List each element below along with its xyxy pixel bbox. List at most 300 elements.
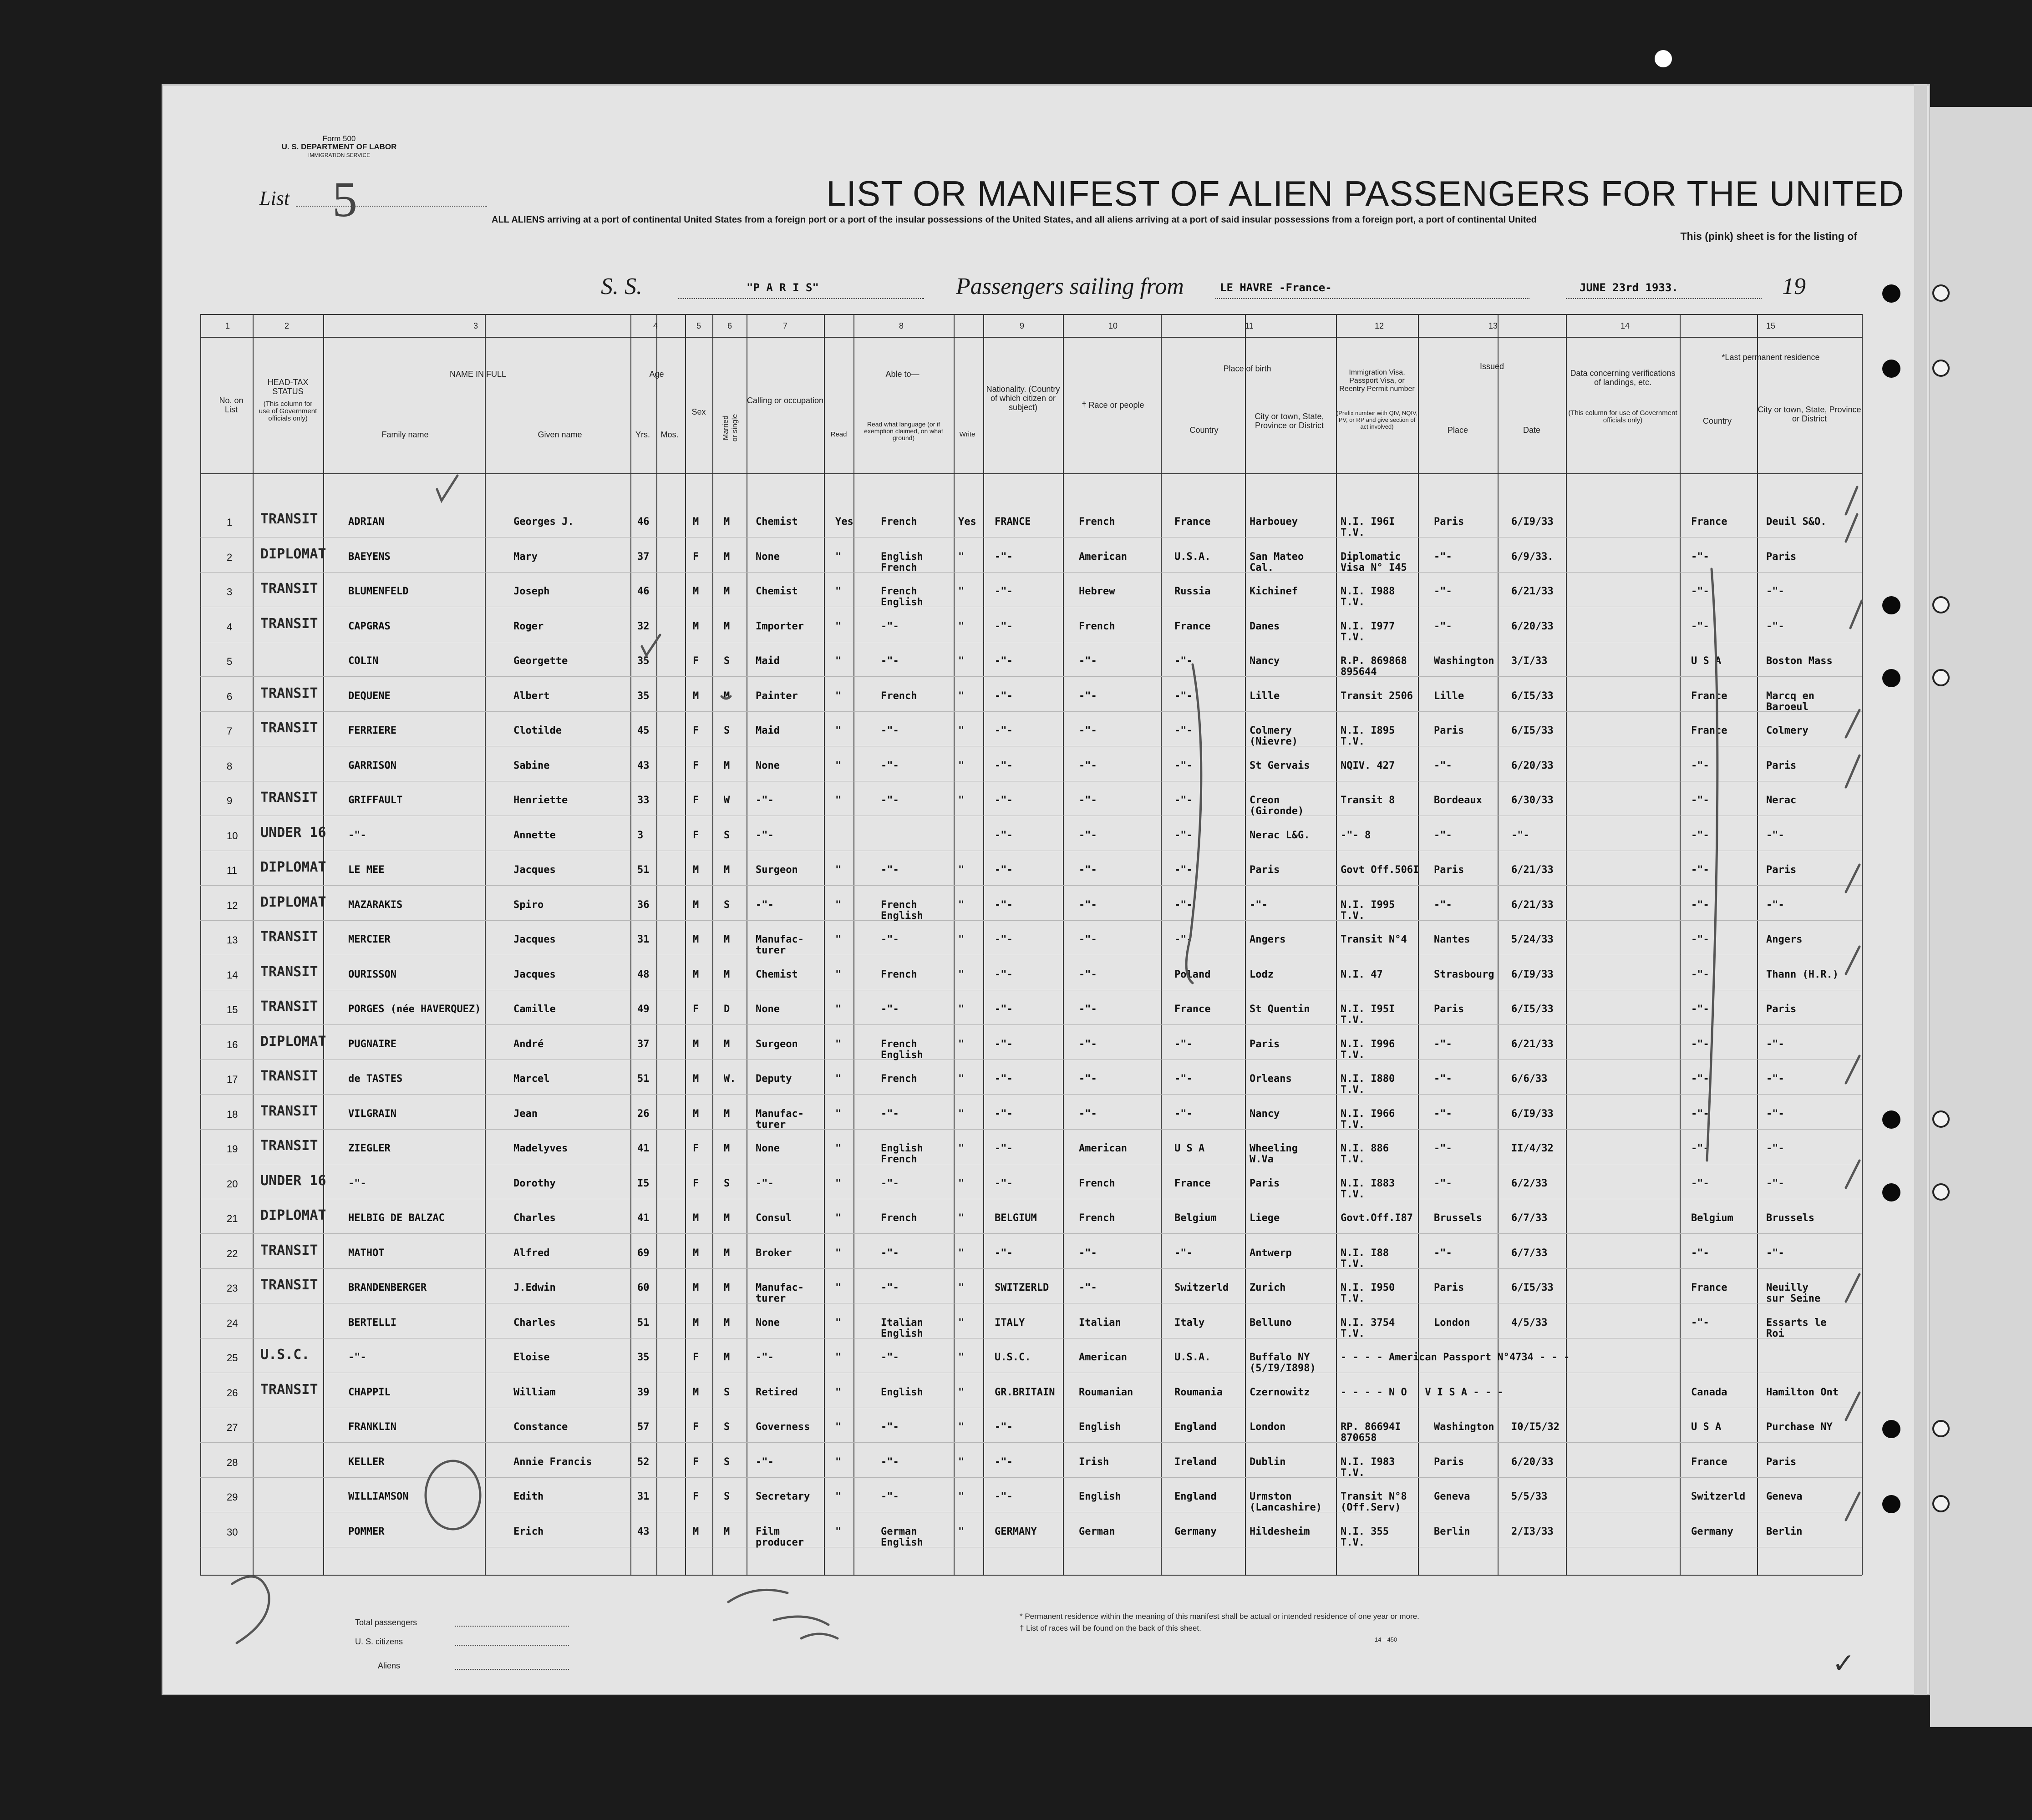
birth-country: England bbox=[1174, 1491, 1217, 1502]
race: -"- bbox=[1079, 760, 1097, 771]
family-name: WILLIAMSON bbox=[348, 1491, 409, 1502]
row-number: 8 bbox=[227, 760, 233, 772]
binder-hole-icon bbox=[1882, 284, 1900, 303]
occupation: Deputy bbox=[756, 1073, 792, 1085]
residence-country: France bbox=[1691, 725, 1727, 736]
sex: F bbox=[693, 1421, 699, 1433]
age-years: 48 bbox=[637, 968, 650, 980]
header-visa-note: (Prefix number with QIV, NQIV, PV, or RP and give section of act involved) bbox=[1336, 410, 1418, 430]
can-write: " bbox=[958, 1177, 965, 1189]
sailing-label: Passengers sailing from bbox=[956, 274, 1184, 299]
marital-status: M bbox=[724, 934, 730, 945]
check-mark-icon: ✓ bbox=[1832, 1648, 1855, 1678]
birth-country: Russia bbox=[1174, 586, 1211, 597]
family-name: DEQUENE bbox=[348, 690, 391, 702]
head-tax-stamp: UNDER 16 bbox=[260, 1172, 326, 1189]
occupation: Maid bbox=[756, 725, 780, 736]
sex: M bbox=[693, 690, 699, 702]
marital-status: M bbox=[724, 1143, 730, 1154]
header-data-concerning: Data concerning verifications of landings, etc. bbox=[1570, 369, 1676, 387]
birth-city: -"- bbox=[1250, 899, 1268, 911]
can-read: " bbox=[835, 1038, 842, 1050]
nationality: -"- bbox=[995, 655, 1013, 667]
read-language: -"- bbox=[881, 620, 899, 632]
issue-date: 5/5/33 bbox=[1511, 1491, 1548, 1502]
visa-number: - - - - N O V I S A - - - bbox=[1341, 1386, 1504, 1398]
issue-place: Paris bbox=[1434, 864, 1464, 876]
age-years: 69 bbox=[637, 1247, 650, 1259]
visa-number: Govt.Off.I87 bbox=[1341, 1212, 1413, 1224]
marital-status: M bbox=[724, 1038, 730, 1050]
row-number: 18 bbox=[227, 1108, 238, 1120]
birth-country: -"- bbox=[1174, 864, 1193, 876]
birth-city: Paris bbox=[1250, 864, 1280, 876]
residence-city: Paris bbox=[1766, 864, 1797, 876]
can-write: " bbox=[958, 1526, 965, 1537]
family-name: OURISSON bbox=[348, 968, 396, 980]
family-name: ZIEGLER bbox=[348, 1143, 391, 1154]
visa-number: N.I. I880 T.V. bbox=[1341, 1073, 1395, 1095]
header-able-to: Able to— bbox=[885, 370, 919, 379]
given-name: Henriette bbox=[513, 795, 568, 806]
binder-hole-icon bbox=[1932, 1110, 1950, 1128]
visa-number: N.I. I96I T.V. bbox=[1341, 516, 1395, 538]
marital-status: S bbox=[724, 1421, 730, 1433]
race: -"- bbox=[1079, 690, 1097, 702]
issue-date: 6/I5/33 bbox=[1511, 1282, 1554, 1293]
column-number: 13 bbox=[1488, 321, 1498, 330]
marital-status: S bbox=[724, 1386, 730, 1398]
issue-date: 6/I9/33 bbox=[1511, 968, 1554, 980]
issue-date: 5/24/33 bbox=[1511, 934, 1554, 945]
visa-number: NQIV. 427 bbox=[1341, 760, 1395, 771]
family-name: MAZARAKIS bbox=[348, 899, 403, 911]
issue-date: 6/7/33 bbox=[1511, 1212, 1548, 1224]
head-tax-stamp: TRANSIT bbox=[260, 1242, 318, 1258]
issue-place: -"- bbox=[1434, 1143, 1452, 1154]
sex: F bbox=[693, 551, 699, 563]
marital-status: M bbox=[724, 620, 730, 632]
given-name: Jacques bbox=[513, 934, 556, 945]
sex: M bbox=[693, 934, 699, 945]
race: German bbox=[1079, 1526, 1115, 1537]
given-name: Madelyves bbox=[513, 1143, 568, 1154]
family-name: COLIN bbox=[348, 655, 379, 667]
can-write: " bbox=[958, 1352, 965, 1363]
visa-number: N.I. I88 T.V. bbox=[1341, 1247, 1389, 1270]
can-write: " bbox=[958, 1143, 965, 1154]
birth-city: Danes bbox=[1250, 620, 1280, 632]
visa-number: - - - - American Passport N°4734 - - - bbox=[1341, 1352, 1570, 1363]
issue-place: Nantes bbox=[1434, 934, 1470, 945]
marital-status: W. bbox=[724, 1073, 736, 1085]
column-number: 7 bbox=[783, 321, 788, 330]
binder-hole-icon bbox=[1932, 1495, 1950, 1512]
sex: M bbox=[693, 899, 699, 911]
birth-country: -"- bbox=[1174, 934, 1193, 945]
read-language: Italian English bbox=[881, 1317, 923, 1339]
residence-country: -"- bbox=[1691, 829, 1709, 841]
family-name: KELLER bbox=[348, 1456, 385, 1468]
marital-status: M bbox=[724, 1247, 730, 1259]
occupation: Maid bbox=[756, 655, 780, 667]
nationality: -"- bbox=[995, 620, 1013, 632]
given-name: Alfred bbox=[513, 1247, 550, 1259]
sex: F bbox=[693, 1004, 699, 1015]
can-read: " bbox=[835, 586, 842, 597]
occupation: Chemist bbox=[756, 516, 798, 527]
column-number: 15 bbox=[1766, 321, 1776, 330]
can-read: " bbox=[835, 864, 842, 876]
age-years: 52 bbox=[637, 1456, 650, 1468]
age-years: 31 bbox=[637, 934, 650, 945]
residence-city: Paris bbox=[1766, 760, 1797, 771]
header-place-of-birth: Place of birth bbox=[1223, 364, 1271, 373]
can-read: " bbox=[835, 551, 842, 563]
issue-date: 6/21/33 bbox=[1511, 1038, 1554, 1050]
ship-name: "P A R I S" bbox=[747, 281, 819, 294]
birth-country: U.S.A. bbox=[1174, 1352, 1211, 1363]
nationality: -"- bbox=[995, 829, 1013, 841]
binder-hole-icon bbox=[1932, 284, 1950, 302]
age-years: 45 bbox=[637, 725, 650, 736]
residence-country: -"- bbox=[1691, 1317, 1709, 1328]
footer-note-residence: * Permanent residence within the meaning of this manifest shall be actual or intended residence of one year or more. bbox=[1020, 1612, 1419, 1621]
sex: F bbox=[693, 760, 699, 771]
given-name: Jacques bbox=[513, 968, 556, 980]
race: Irish bbox=[1079, 1456, 1109, 1468]
issue-place: Berlin bbox=[1434, 1526, 1470, 1537]
nationality: -"- bbox=[995, 1108, 1013, 1120]
age-years: 51 bbox=[637, 1073, 650, 1085]
can-write: " bbox=[958, 760, 965, 771]
head-tax-stamp: UNDER 16 bbox=[260, 824, 326, 841]
issue-place: Paris bbox=[1434, 725, 1464, 736]
sex: F bbox=[693, 829, 699, 841]
birth-country: U S A bbox=[1174, 1143, 1205, 1154]
can-write: " bbox=[958, 1317, 965, 1328]
birth-country: Roumania bbox=[1174, 1386, 1223, 1398]
residence-city: Deuil S&O. bbox=[1766, 516, 1827, 527]
visa-number: Transit N°8 (Off.Serv) bbox=[1341, 1491, 1407, 1513]
occupation: Manufac- turer bbox=[756, 934, 804, 956]
age-years: 26 bbox=[637, 1108, 650, 1120]
read-language: -"- bbox=[881, 934, 899, 945]
residence-city: Paris bbox=[1766, 551, 1797, 563]
birth-city: Lille bbox=[1250, 690, 1280, 702]
birth-country: -"- bbox=[1174, 655, 1193, 667]
row-number: 4 bbox=[227, 621, 233, 633]
race: -"- bbox=[1079, 795, 1097, 806]
can-read: " bbox=[835, 1073, 842, 1085]
read-language: -"- bbox=[881, 1247, 899, 1259]
residence-country: -"- bbox=[1691, 934, 1709, 945]
column-number: 1 bbox=[225, 321, 230, 330]
head-tax-stamp: TRANSIT bbox=[260, 1277, 318, 1293]
occupation: Surgeon bbox=[756, 1038, 798, 1050]
header-read: Read bbox=[830, 431, 847, 438]
nationality: -"- bbox=[995, 1177, 1013, 1189]
header-given-name: Given name bbox=[538, 430, 582, 439]
sex: M bbox=[693, 1386, 699, 1398]
residence-city: Paris bbox=[1766, 1004, 1797, 1015]
form-number-label: Form 500 bbox=[322, 134, 356, 143]
can-write: " bbox=[958, 968, 965, 980]
can-read: " bbox=[835, 968, 842, 980]
head-tax-stamp: DIPLOMAT bbox=[260, 1207, 326, 1223]
birth-city: Angers bbox=[1250, 934, 1286, 945]
nationality: -"- bbox=[995, 795, 1013, 806]
visa-number: R.P. 869868 895644 bbox=[1341, 655, 1407, 678]
issue-place: -"- bbox=[1434, 1038, 1452, 1050]
race: English bbox=[1079, 1421, 1121, 1433]
birth-country: Germany bbox=[1174, 1526, 1217, 1537]
occupation: Manufac- turer bbox=[756, 1282, 804, 1304]
binder-hole-icon bbox=[1882, 1420, 1900, 1438]
issue-place: -"- bbox=[1434, 1177, 1452, 1189]
row-number: 16 bbox=[227, 1039, 238, 1050]
header-read-language: Read what language (or if exemption claimed, on what ground) bbox=[864, 421, 943, 441]
occupation: Film producer bbox=[756, 1526, 804, 1548]
footer-aliens: Aliens bbox=[378, 1661, 401, 1670]
birth-city: Buffalo NY (5/I9/I898) bbox=[1250, 1352, 1316, 1374]
can-read: " bbox=[835, 725, 842, 736]
row-number: 19 bbox=[227, 1143, 238, 1155]
birth-city: Kichinef bbox=[1250, 586, 1298, 597]
read-language: French bbox=[881, 516, 917, 527]
family-name: CHAPPIL bbox=[348, 1386, 391, 1398]
read-language: -"- bbox=[881, 1108, 899, 1120]
birth-country: Switzerld bbox=[1174, 1282, 1229, 1293]
header-city: City or town, State, Province or District bbox=[1255, 412, 1324, 430]
read-language: French bbox=[881, 1212, 917, 1224]
residence-city: -"- bbox=[1766, 1177, 1784, 1189]
can-read: " bbox=[835, 1317, 842, 1328]
sex: M bbox=[693, 1038, 699, 1050]
can-read: " bbox=[835, 620, 842, 632]
birth-country: Belgium bbox=[1174, 1212, 1217, 1224]
ss-label: S. S. bbox=[601, 274, 642, 299]
family-name: GARRISON bbox=[348, 760, 396, 771]
marital-status: S bbox=[724, 1491, 730, 1502]
can-write: " bbox=[958, 795, 965, 806]
can-write: " bbox=[958, 690, 965, 702]
read-language: -"- bbox=[881, 1004, 899, 1015]
birth-city: Orleans bbox=[1250, 1073, 1292, 1085]
given-name: Jean bbox=[513, 1108, 538, 1120]
family-name: POMMER bbox=[348, 1526, 385, 1537]
header-country: Country bbox=[1189, 426, 1219, 435]
issue-place: Washington bbox=[1434, 1421, 1494, 1433]
residence-country: U S A bbox=[1691, 1421, 1722, 1433]
footer-note-races: † List of races will be found on the back of this sheet. bbox=[1020, 1624, 1201, 1632]
nationality: -"- bbox=[995, 934, 1013, 945]
can-read: " bbox=[835, 1247, 842, 1259]
birth-city: Lodz bbox=[1250, 968, 1274, 980]
binder-hole-icon bbox=[1882, 669, 1900, 687]
given-name: Marcel bbox=[513, 1073, 550, 1085]
binder-hole-icon bbox=[1932, 1183, 1950, 1201]
residence-country: -"- bbox=[1691, 1004, 1709, 1015]
race: Hebrew bbox=[1079, 586, 1115, 597]
birth-city: Wheeling W.Va bbox=[1250, 1143, 1298, 1165]
occupation: Broker bbox=[756, 1247, 792, 1259]
instructions-line-1: ALL ALIENS arriving at a port of continental United States from a foreign port or a port of the insular possessions of the United States, and all aliens arriving at a port of said insular possessions from a foreign port, a port of continental United bbox=[492, 215, 1537, 225]
nationality: GERMANY bbox=[995, 1526, 1037, 1537]
issue-date: 6/21/33 bbox=[1511, 586, 1554, 597]
issue-date: 6/6/33 bbox=[1511, 1073, 1548, 1085]
age-years: 41 bbox=[637, 1212, 650, 1224]
row-number: 2 bbox=[227, 551, 233, 563]
marital-status: S bbox=[724, 899, 730, 911]
birth-city: Urmston (Lancashire) bbox=[1250, 1491, 1322, 1513]
header-res-country: Country bbox=[1702, 416, 1732, 426]
birth-city: Nancy bbox=[1250, 1108, 1280, 1120]
read-language: -"- bbox=[881, 864, 899, 876]
binder-hole-icon bbox=[1882, 596, 1900, 614]
can-read: " bbox=[835, 760, 842, 771]
nationality: GR.BRITAIN bbox=[995, 1386, 1055, 1398]
age-years: 36 bbox=[637, 899, 650, 911]
visa-number: Transit 8 bbox=[1341, 795, 1395, 806]
sex: M bbox=[693, 1212, 699, 1224]
sex: M bbox=[693, 1247, 699, 1259]
visa-number: N.I. 355 T.V. bbox=[1341, 1526, 1389, 1548]
birth-country: -"- bbox=[1174, 760, 1193, 771]
marital-status: M bbox=[724, 1317, 730, 1328]
visa-number: N.I. I966 T.V. bbox=[1341, 1108, 1395, 1131]
family-name: BLUMENFELD bbox=[348, 586, 409, 597]
read-language: French English bbox=[881, 586, 923, 608]
age-years: 46 bbox=[637, 586, 650, 597]
residence-city: Thann (H.R.) bbox=[1766, 968, 1839, 980]
column-number: 10 bbox=[1108, 321, 1118, 330]
header-age: Age bbox=[649, 370, 664, 379]
issue-date: 6/21/33 bbox=[1511, 864, 1554, 876]
issue-date: 6/I9/33 bbox=[1511, 1108, 1554, 1120]
head-tax-stamp: TRANSIT bbox=[260, 1138, 318, 1154]
binder-hole-icon bbox=[1932, 596, 1950, 613]
birth-country: France bbox=[1174, 516, 1211, 527]
family-name: LE MEE bbox=[348, 864, 385, 876]
can-read: " bbox=[835, 1421, 842, 1433]
row-number: 24 bbox=[227, 1317, 238, 1329]
given-name: Annette bbox=[513, 829, 556, 841]
can-write: " bbox=[958, 1108, 965, 1120]
department-label: U. S. DEPARTMENT OF LABOR bbox=[281, 142, 397, 151]
occupation: Chemist bbox=[756, 968, 798, 980]
issue-place: Paris bbox=[1434, 1456, 1464, 1468]
nationality: -"- bbox=[995, 968, 1013, 980]
birth-city: Zurich bbox=[1250, 1282, 1286, 1293]
issue-place: London bbox=[1434, 1317, 1470, 1328]
page-title: LIST OR MANIFEST OF ALIEN PASSENGERS FOR THE UNITED bbox=[826, 173, 1905, 213]
age-years: 51 bbox=[637, 864, 650, 876]
row-number: 12 bbox=[227, 899, 238, 911]
age-years: I5 bbox=[637, 1177, 650, 1189]
visa-number: Transit 2506 bbox=[1341, 690, 1413, 702]
row-number: 30 bbox=[227, 1526, 238, 1538]
issue-date: -"- bbox=[1511, 829, 1529, 841]
occupation: -"- bbox=[756, 829, 774, 841]
departure-port: LE HAVRE -France- bbox=[1220, 281, 1332, 294]
occupation: Consul bbox=[756, 1212, 792, 1224]
birth-country: France bbox=[1174, 1177, 1211, 1189]
row-number: 27 bbox=[227, 1422, 238, 1433]
residence-country: -"- bbox=[1691, 1038, 1709, 1050]
age-years: 32 bbox=[637, 620, 650, 632]
head-tax-stamp: TRANSIT bbox=[260, 615, 318, 632]
family-name: HELBIG DE BALZAC bbox=[348, 1212, 445, 1224]
nationality: -"- bbox=[995, 1004, 1013, 1015]
read-language: French bbox=[881, 1073, 917, 1085]
given-name: Albert bbox=[513, 690, 550, 702]
birth-country: -"- bbox=[1174, 1073, 1193, 1085]
age-years: 33 bbox=[637, 795, 650, 806]
family-name: -"- bbox=[348, 1177, 366, 1189]
can-write: " bbox=[958, 1491, 965, 1502]
race: -"- bbox=[1079, 655, 1097, 667]
occupation: Importer bbox=[756, 620, 804, 632]
age-years: 51 bbox=[637, 1317, 650, 1328]
marital-status: S bbox=[724, 655, 730, 667]
can-write: " bbox=[958, 1282, 965, 1293]
birth-country: -"- bbox=[1174, 829, 1193, 841]
family-name: BAEYENS bbox=[348, 551, 391, 563]
can-write: " bbox=[958, 1038, 965, 1050]
residence-city: Colmery bbox=[1766, 725, 1808, 736]
read-language: -"- bbox=[881, 1352, 899, 1363]
issue-place: Paris bbox=[1434, 1004, 1464, 1015]
residence-country: -"- bbox=[1691, 1143, 1709, 1154]
issue-date: 6/I9/33 bbox=[1511, 516, 1554, 527]
read-language: -"- bbox=[881, 1177, 899, 1189]
age-years: 49 bbox=[637, 1004, 650, 1015]
header-family-name: Family name bbox=[381, 430, 429, 439]
can-write: " bbox=[958, 655, 965, 667]
family-name: BRANDENBERGER bbox=[348, 1282, 427, 1293]
service-label: IMMIGRATION SERVICE bbox=[308, 152, 371, 158]
given-name: Georges J. bbox=[513, 516, 574, 527]
given-name: Constance bbox=[513, 1421, 568, 1433]
birth-city: Nancy bbox=[1250, 655, 1280, 667]
nationality: -"- bbox=[995, 1073, 1013, 1085]
birth-country: France bbox=[1174, 620, 1211, 632]
given-name: Clotilde bbox=[513, 725, 562, 736]
can-read: " bbox=[835, 899, 842, 911]
race: French bbox=[1079, 516, 1115, 527]
read-language: French bbox=[881, 690, 917, 702]
occupation: -"- bbox=[756, 899, 774, 911]
sex: M bbox=[693, 620, 699, 632]
race: -"- bbox=[1079, 1247, 1097, 1259]
age-years: 57 bbox=[637, 1421, 650, 1433]
family-name: -"- bbox=[348, 1352, 366, 1363]
family-name: FERRIERE bbox=[348, 725, 396, 736]
read-language: -"- bbox=[881, 795, 899, 806]
residence-country: -"- bbox=[1691, 795, 1709, 806]
race: American bbox=[1079, 1143, 1127, 1154]
issue-place: Lille bbox=[1434, 690, 1464, 702]
race: -"- bbox=[1079, 1108, 1097, 1120]
header-sex: Sex bbox=[691, 407, 706, 416]
race: -"- bbox=[1079, 725, 1097, 736]
birth-country: Ireland bbox=[1174, 1456, 1217, 1468]
sex: M bbox=[693, 1526, 699, 1537]
issue-place: -"- bbox=[1434, 760, 1452, 771]
visa-number: -"- 8 bbox=[1341, 829, 1371, 841]
header-calling: Calling or occupation bbox=[747, 396, 824, 405]
